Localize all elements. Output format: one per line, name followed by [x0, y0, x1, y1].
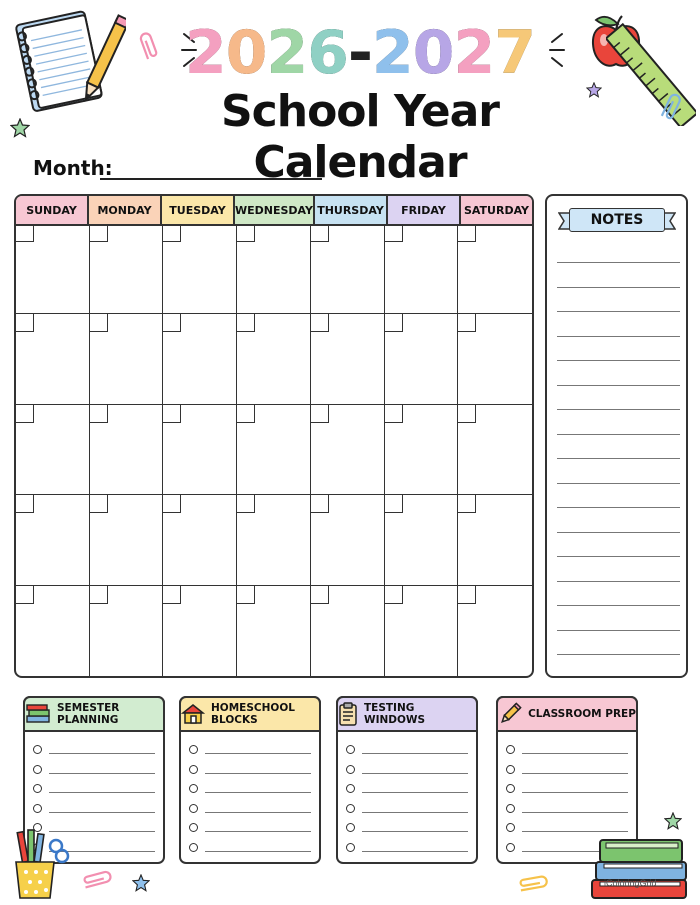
checklist-item[interactable]: [33, 804, 155, 816]
paperclip-icon: [80, 870, 116, 890]
ruler-icon: [606, 20, 696, 126]
day-cell[interactable]: [458, 495, 532, 585]
day-cell[interactable]: [90, 586, 164, 676]
day-cell[interactable]: [163, 495, 237, 585]
day-cell[interactable]: [16, 314, 90, 404]
day-cell[interactable]: [90, 314, 164, 404]
day-cell[interactable]: [385, 495, 459, 585]
notebook-icon: [10, 6, 126, 114]
notes-line[interactable]: [557, 262, 680, 263]
checklist-homeschool-blocks: [179, 696, 321, 864]
day-cell[interactable]: [16, 495, 90, 585]
day-cell[interactable]: [237, 495, 311, 585]
checklist-item[interactable]: [189, 804, 311, 816]
checkbox-circle[interactable]: [346, 765, 355, 774]
year-char: 7: [494, 18, 535, 88]
checklist-item[interactable]: [346, 765, 468, 777]
date-number-box[interactable]: [16, 224, 34, 242]
notes-line[interactable]: [557, 434, 680, 435]
checklist-line[interactable]: [49, 812, 155, 813]
weekday-header: [16, 196, 532, 226]
notes-line[interactable]: [557, 605, 680, 606]
date-number-box[interactable]: [458, 495, 476, 513]
star-icon: [132, 874, 150, 892]
date-number-box[interactable]: [385, 314, 403, 332]
notes-line[interactable]: [557, 336, 680, 337]
checkbox-circle[interactable]: [189, 784, 198, 793]
weekday-thursday: THURSDAY: [315, 196, 388, 224]
checklist-line[interactable]: [205, 753, 311, 754]
day-cell[interactable]: [237, 224, 311, 314]
year-char: 2: [266, 18, 308, 88]
date-number-box[interactable]: [385, 405, 403, 423]
month-field[interactable]: [100, 178, 322, 180]
day-cell[interactable]: [90, 224, 164, 314]
day-cell[interactable]: [311, 586, 385, 676]
calendar-cells: [16, 224, 532, 676]
day-cell[interactable]: [458, 586, 532, 676]
date-number-box[interactable]: [385, 224, 403, 242]
notes-line[interactable]: [557, 483, 680, 484]
checkbox-circle[interactable]: [189, 843, 198, 852]
star-icon: [10, 118, 30, 138]
date-number-box[interactable]: [385, 586, 403, 604]
weekday-friday: FRIDAY: [388, 196, 461, 224]
checklist-line[interactable]: [522, 812, 628, 813]
year-char: 2: [371, 18, 413, 88]
checklist-item[interactable]: [346, 843, 468, 855]
checkbox-circle[interactable]: [33, 745, 42, 754]
checklist-line[interactable]: [362, 773, 468, 774]
date-number-box[interactable]: [90, 495, 108, 513]
checklist-line[interactable]: [205, 812, 311, 813]
day-cell[interactable]: [16, 224, 90, 314]
year-char: 2: [185, 18, 226, 88]
notes-line[interactable]: [557, 360, 680, 361]
notes-title: NOTES: [569, 208, 665, 232]
day-cell[interactable]: [311, 405, 385, 495]
checklist-header: [23, 696, 165, 732]
notes-line[interactable]: [557, 630, 680, 631]
notes-line[interactable]: [557, 287, 680, 288]
checkbox-circle[interactable]: [506, 823, 515, 832]
checkbox-circle[interactable]: [189, 745, 198, 754]
date-number-box[interactable]: [16, 495, 34, 513]
checklist-item[interactable]: [189, 843, 311, 855]
year-char: 0: [225, 18, 267, 88]
checklist-title: SEMESTER PLANNING: [57, 702, 120, 726]
day-cell[interactable]: [163, 586, 237, 676]
day-cell[interactable]: [163, 405, 237, 495]
paperclip-icon: [660, 90, 682, 126]
date-number-box[interactable]: [237, 495, 255, 513]
checklist-item[interactable]: [189, 745, 311, 757]
checklist-item[interactable]: [506, 804, 628, 816]
checklist-item[interactable]: [346, 745, 468, 757]
weekday-wednesday: WEDNESDAY: [235, 196, 315, 224]
checkbox-circle[interactable]: [506, 784, 515, 793]
checkbox-circle[interactable]: [33, 784, 42, 793]
date-number-box[interactable]: [458, 314, 476, 332]
watermark: iColoringGrid: [604, 878, 657, 888]
date-number-box[interactable]: [311, 314, 329, 332]
notes-line[interactable]: [557, 532, 680, 533]
checklist-item[interactable]: [189, 784, 311, 796]
year-heading: [185, 18, 535, 88]
day-cell[interactable]: [385, 314, 459, 404]
date-number-box[interactable]: [237, 586, 255, 604]
checklist-item[interactable]: [506, 765, 628, 777]
day-cell[interactable]: [458, 314, 532, 404]
checklist-line[interactable]: [205, 831, 311, 832]
date-number-box[interactable]: [163, 495, 181, 513]
notes-line[interactable]: [557, 409, 680, 410]
checkbox-circle[interactable]: [506, 843, 515, 852]
notes-line[interactable]: [557, 458, 680, 459]
checklist-line[interactable]: [362, 851, 468, 852]
date-number-box[interactable]: [458, 586, 476, 604]
weekday-tuesday: TUESDAY: [162, 196, 235, 224]
day-cell[interactable]: [237, 314, 311, 404]
checklist-item[interactable]: [346, 823, 468, 835]
date-number-box[interactable]: [163, 586, 181, 604]
checkbox-circle[interactable]: [346, 784, 355, 793]
checklist-line[interactable]: [522, 792, 628, 793]
sparkle-icon: [540, 30, 566, 70]
checklist-title: HOMESCHOOL BLOCKS: [211, 702, 295, 726]
books-stack-icon: [586, 834, 692, 902]
checklist-line[interactable]: [205, 773, 311, 774]
date-number-box[interactable]: [385, 495, 403, 513]
date-number-box[interactable]: [90, 586, 108, 604]
day-cell[interactable]: [16, 405, 90, 495]
checkbox-circle[interactable]: [33, 804, 42, 813]
date-number-box[interactable]: [16, 586, 34, 604]
year-char: 6: [307, 18, 349, 88]
checklist-line[interactable]: [362, 812, 468, 813]
notes-line[interactable]: [557, 507, 680, 508]
day-cell[interactable]: [90, 495, 164, 585]
day-cell[interactable]: [237, 405, 311, 495]
checklist-line[interactable]: [362, 753, 468, 754]
day-cell[interactable]: [458, 405, 532, 495]
checklist-item[interactable]: [506, 784, 628, 796]
paperclip-icon: [138, 30, 160, 64]
star-icon: [586, 82, 602, 98]
day-cell[interactable]: [385, 586, 459, 676]
notes-line[interactable]: [557, 556, 680, 557]
month-label: Month:: [33, 156, 113, 180]
checklist-title: TESTING WINDOWS: [364, 702, 426, 726]
date-number-box[interactable]: [163, 314, 181, 332]
checklist-title: CLASSROOM PREP: [528, 708, 636, 720]
date-number-box[interactable]: [311, 224, 329, 242]
day-cell[interactable]: [90, 405, 164, 495]
checklist-header: [496, 696, 638, 732]
checklist-line[interactable]: [205, 851, 311, 852]
date-number-box[interactable]: [16, 314, 34, 332]
notes-panel: [545, 194, 688, 678]
checklist-line[interactable]: [205, 792, 311, 793]
checklist-item[interactable]: [346, 784, 468, 796]
date-number-box[interactable]: [90, 405, 108, 423]
notes-line[interactable]: [557, 654, 680, 655]
date-number-box[interactable]: [458, 224, 476, 242]
page-title: School Year Calendar: [220, 86, 499, 188]
pencil-icon: [498, 702, 522, 726]
date-number-box[interactable]: [163, 224, 181, 242]
checklist-item[interactable]: [33, 765, 155, 777]
notes-line[interactable]: [557, 385, 680, 386]
date-number-box[interactable]: [237, 314, 255, 332]
day-cell[interactable]: [385, 224, 459, 314]
day-cell[interactable]: [458, 224, 532, 314]
checklist-line[interactable]: [522, 753, 628, 754]
checklist-testing-windows: [336, 696, 478, 864]
checklist-item[interactable]: [189, 765, 311, 777]
checklist-line[interactable]: [362, 831, 468, 832]
checkbox-circle[interactable]: [189, 804, 198, 813]
day-cell[interactable]: [385, 405, 459, 495]
checkbox-circle[interactable]: [506, 804, 515, 813]
house-icon: [181, 703, 205, 725]
checkbox-circle[interactable]: [506, 745, 515, 754]
date-number-box[interactable]: [90, 224, 108, 242]
checklist-header: [336, 696, 478, 732]
star-icon: [664, 812, 682, 830]
checklist-item[interactable]: [506, 745, 628, 757]
day-cell[interactable]: [16, 586, 90, 676]
day-cell[interactable]: [163, 314, 237, 404]
checkbox-circle[interactable]: [346, 823, 355, 832]
day-cell[interactable]: [311, 495, 385, 585]
date-number-box[interactable]: [163, 405, 181, 423]
year-char: 0: [412, 18, 454, 88]
pencil-cup-icon: [6, 828, 76, 900]
checklist-line[interactable]: [49, 792, 155, 793]
day-cell[interactable]: [237, 586, 311, 676]
checkbox-circle[interactable]: [189, 823, 198, 832]
date-number-box[interactable]: [16, 405, 34, 423]
checkbox-circle[interactable]: [346, 745, 355, 754]
checklist-item[interactable]: [33, 745, 155, 757]
clipboard-icon: [338, 702, 358, 726]
checkbox-circle[interactable]: [346, 843, 355, 852]
date-number-box[interactable]: [237, 405, 255, 423]
checkbox-circle[interactable]: [189, 765, 198, 774]
books-icon: [25, 704, 51, 724]
date-number-box[interactable]: [311, 495, 329, 513]
checklist-item[interactable]: [346, 804, 468, 816]
checkbox-circle[interactable]: [33, 765, 42, 774]
checkbox-circle[interactable]: [346, 804, 355, 813]
checklist-header: [179, 696, 321, 732]
notes-line[interactable]: [557, 581, 680, 582]
checklist-line[interactable]: [522, 773, 628, 774]
notes-line[interactable]: [557, 311, 680, 312]
checklist-line[interactable]: [49, 773, 155, 774]
day-cell[interactable]: [163, 224, 237, 314]
day-cell[interactable]: [311, 224, 385, 314]
day-cell[interactable]: [311, 314, 385, 404]
checklist-line[interactable]: [522, 831, 628, 832]
checkbox-circle[interactable]: [506, 765, 515, 774]
checklist-line[interactable]: [362, 792, 468, 793]
date-number-box[interactable]: [237, 224, 255, 242]
date-number-box[interactable]: [311, 586, 329, 604]
year-char: -: [348, 18, 372, 88]
checklist-line[interactable]: [49, 753, 155, 754]
date-number-box[interactable]: [311, 405, 329, 423]
calendar-grid: [14, 194, 534, 678]
year-char: 2: [453, 18, 495, 88]
checklist-item[interactable]: [33, 784, 155, 796]
checklist-item[interactable]: [189, 823, 311, 835]
date-number-box[interactable]: [458, 405, 476, 423]
date-number-box[interactable]: [90, 314, 108, 332]
weekday-monday: MONDAY: [89, 196, 162, 224]
weekday-saturday: SATURDAY: [461, 196, 532, 224]
weekday-sunday: SUNDAY: [16, 196, 89, 224]
paperclip-icon: [516, 874, 552, 894]
